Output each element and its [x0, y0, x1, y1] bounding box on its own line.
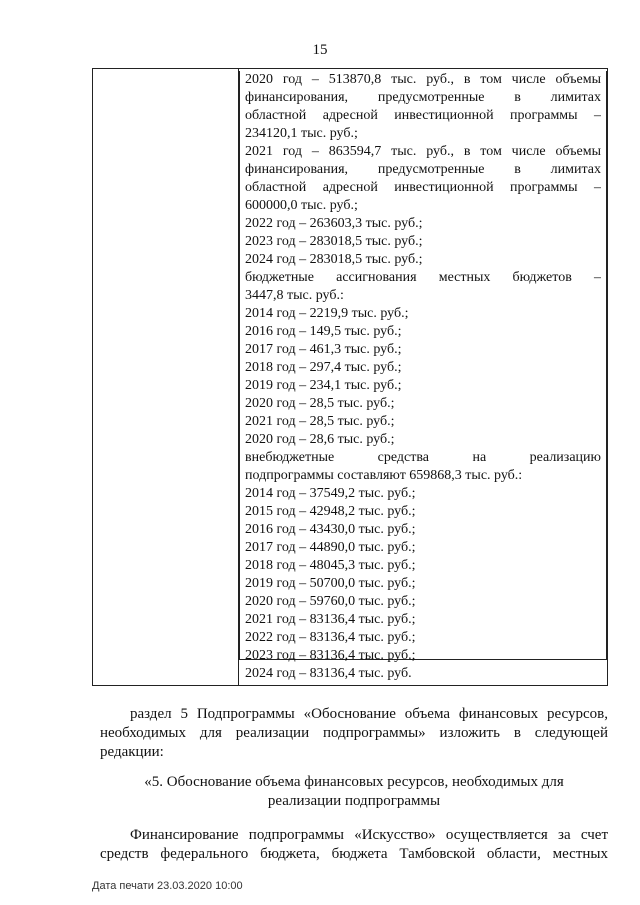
table-line: подпрограммы составляют 659868,3 тыс. руб.: [245, 468, 523, 483]
table-line: 2018 год – 297,4 тыс. руб.; [245, 360, 402, 375]
table-line: финансирования, предусмотренные в лимитах [245, 90, 601, 105]
table-line: 600000,0 тыс. руб.; [245, 198, 358, 213]
table-line: 2020 год – 513870,8 тыс. руб., в том числе объемы [245, 72, 601, 87]
table-line: 234120,1 тыс. руб.; [245, 126, 358, 141]
table-line: 2023 год – 283018,5 тыс. руб.; [245, 234, 423, 249]
table-line: 2020 год – 28,5 тыс. руб.; [245, 396, 395, 411]
table-line: 2014 год – 37549,2 тыс. руб.; [245, 486, 416, 501]
paragraph-line: раздел 5 Подпрограммы «Обоснование объема финансовых ресурсов, [130, 706, 608, 722]
table-line: 2018 год – 48045,3 тыс. руб.; [245, 558, 416, 573]
table-line: 2022 год – 83136,4 тыс. руб.; [245, 630, 416, 645]
table-line: 2020 год – 59760,0 тыс. руб.; [245, 594, 416, 609]
table-line: областной адресной инвестиционной программы – [245, 180, 601, 195]
paragraph-line: Финансирование подпрограммы «Искусство» осуществляется за счет [130, 827, 608, 843]
financing-paragraph [100, 826, 608, 864]
table-line: 2022 год – 263603,3 тыс. руб.; [245, 216, 423, 231]
table-line: 2014 год – 2219,9 тыс. руб.; [245, 306, 409, 321]
table-line: 2016 год – 149,5 тыс. руб.; [245, 324, 402, 339]
table-line: 2019 год – 50700,0 тыс. руб.; [245, 576, 416, 591]
heading-line: реализации подпрограммы [267, 793, 441, 809]
page-number: 15 [312, 42, 328, 58]
table-line: 2024 год – 283018,5 тыс. руб.; [245, 252, 423, 267]
paragraph-line: необходимых для реализации подпрограммы» изложить в следующей [100, 725, 608, 741]
table-line: 2017 год – 44890,0 тыс. руб.; [245, 540, 416, 555]
table-line: областной адресной инвестиционной программы – [245, 108, 601, 123]
section-heading [100, 773, 608, 811]
table-line: бюджетные ассигнования местных бюджетов – [245, 270, 601, 285]
finance-table [92, 68, 608, 686]
table-line: внебюджетные средства на реализацию [245, 450, 601, 465]
paragraph-line: редакции: [100, 744, 164, 760]
heading-line: «5. Обоснование объема финансовых ресурсов, необходимых для [144, 774, 564, 790]
paragraph-line: средств федерального бюджета, бюджета Тамбовской области, местных [100, 846, 608, 862]
table-line: 2019 год – 234,1 тыс. руб.; [245, 378, 402, 393]
print-date: Дата печати 23.03.2020 10:00 [92, 880, 243, 892]
table-line: 2021 год – 28,5 тыс. руб.; [245, 414, 395, 429]
table-left-cell [93, 69, 239, 685]
amendment-paragraph [100, 705, 608, 762]
table-line: 2020 год – 28,6 тыс. руб.; [245, 432, 395, 447]
table-line: 2023 год – 83136,4 тыс. руб.; [245, 648, 416, 663]
table-line: 2021 год – 863594,7 тыс. руб., в том числе объемы [245, 144, 601, 159]
table-line: финансирования, предусмотренные в лимитах [245, 162, 601, 177]
table-line: 2017 год – 461,3 тыс. руб.; [245, 342, 402, 357]
financing-lines [239, 71, 607, 681]
table-line: 2015 год – 42948,2 тыс. руб.; [245, 504, 416, 519]
table-line: 2024 год – 83136,4 тыс. руб. [245, 666, 412, 681]
table-line: 3447,8 тыс. руб.: [245, 288, 344, 303]
table-line: 2016 год – 43430,0 тыс. руб.; [245, 522, 416, 537]
table-right-cell [239, 69, 607, 685]
table-line: 2021 год – 83136,4 тыс. руб.; [245, 612, 416, 627]
